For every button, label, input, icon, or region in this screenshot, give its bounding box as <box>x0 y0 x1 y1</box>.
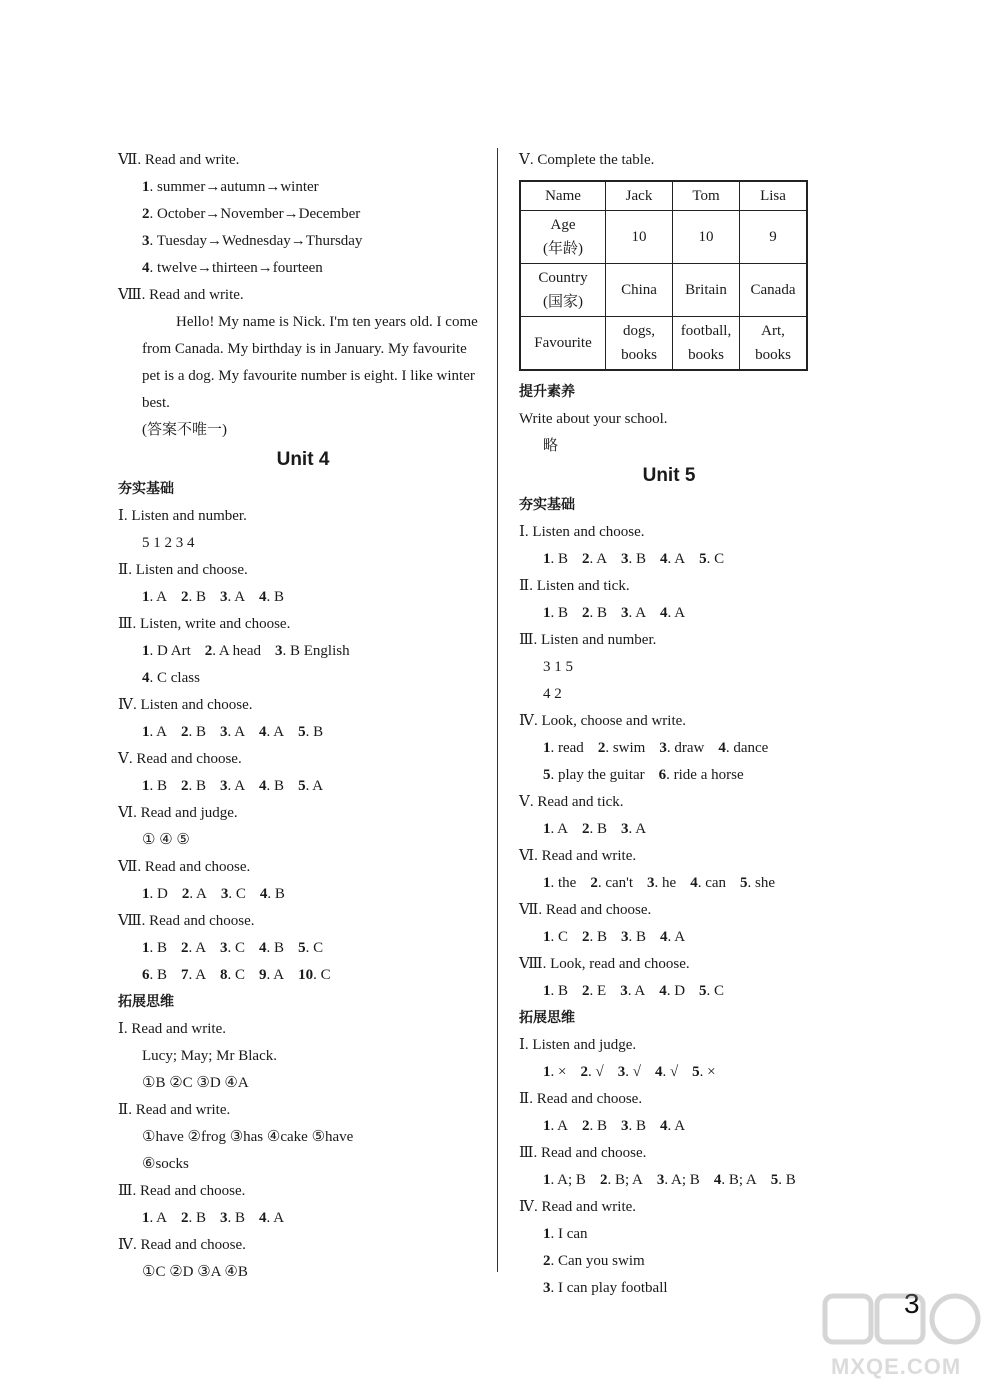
answer-line: ① ④ ⑤ <box>142 832 190 848</box>
watermark-text: MXQE.COM <box>831 1354 962 1379</box>
right-column <box>519 147 819 1302</box>
section-title: Write about your school. <box>519 411 668 427</box>
answer-number: 3 <box>220 589 228 605</box>
answer-text: . A <box>550 821 569 837</box>
answer-text: . √ <box>625 1064 641 1080</box>
answer-number: 5 <box>699 551 707 567</box>
answer-number: 1 <box>142 1210 150 1226</box>
answer-number: 5 <box>770 1172 779 1188</box>
answer-number: 1 <box>142 724 150 740</box>
answer-number: 5 <box>298 778 306 794</box>
answer-line: ①have ②frog ③has ④cake ⑤have <box>142 1129 354 1145</box>
answer-number: 4 <box>713 1172 722 1188</box>
answer-text: . B <box>778 1172 796 1188</box>
answer-row <box>519 1248 819 1275</box>
answer-row <box>118 1205 488 1232</box>
column-divider <box>497 148 498 1272</box>
section-title: Ⅲ. Read and choose. <box>118 1183 246 1199</box>
answer-row <box>519 870 819 897</box>
answer-text: . Can you swim <box>550 1253 645 1269</box>
answer-text: . × <box>699 1064 716 1080</box>
answer-number: 3 <box>220 778 228 794</box>
answer-number: 3 <box>220 940 228 956</box>
answer-text: . B <box>266 589 285 605</box>
info-table <box>519 180 808 371</box>
answer-text: . D <box>666 983 686 999</box>
table-row-label <box>520 211 606 264</box>
answer-row <box>118 638 488 665</box>
answer-text: . B <box>266 778 285 794</box>
answer-number: 2 <box>142 206 150 222</box>
answer-line: Lucy; May; Mr Black. <box>142 1048 277 1064</box>
answer-number: 2 <box>582 1118 590 1134</box>
answer-text: . A <box>667 929 686 945</box>
answer-number: 4 <box>659 983 667 999</box>
answer-text: . C <box>706 551 725 567</box>
answer-number: 3 <box>621 551 629 567</box>
answer-text: . summer→autumn→winter <box>149 179 319 195</box>
answer-text: . B; A <box>607 1172 643 1188</box>
answer-text: . B; A <box>721 1172 757 1188</box>
answer-text: . A <box>628 821 647 837</box>
answer-number: 3 <box>647 875 655 891</box>
section-title: Ⅳ. Read and choose. <box>118 1237 246 1253</box>
answer-number: 8 <box>220 967 228 983</box>
answer-text: . B <box>188 589 207 605</box>
section-title: Ⅰ. Listen and judge. <box>519 1037 637 1053</box>
answer-text: . B <box>550 551 569 567</box>
section-title: Ⅶ. Read and write. <box>118 152 240 168</box>
answer-number: 3 <box>220 886 229 902</box>
answer-text: . A <box>550 1118 569 1134</box>
answer-text: . he <box>654 875 677 891</box>
answer-text: . C class <box>149 670 200 686</box>
answer-line: ①B ②C ③D ④A <box>142 1075 249 1091</box>
answer-text: . the <box>550 875 577 891</box>
answer-number: 4 <box>142 260 150 276</box>
answer-number: 1 <box>543 875 551 891</box>
answer-text: . A <box>227 589 246 605</box>
answer-number: 5 <box>699 983 707 999</box>
answer-row <box>519 762 819 789</box>
answer-text: . B <box>589 821 608 837</box>
answer-text: . A <box>667 551 686 567</box>
answer-number: 1 <box>142 179 150 195</box>
cell-line: books <box>688 347 724 363</box>
answer-row <box>118 962 488 989</box>
answer-row <box>118 174 488 201</box>
answer-text: . B <box>188 1210 207 1226</box>
answer-text: . I can <box>550 1226 588 1242</box>
answer-number: 4 <box>259 940 267 956</box>
table-row <box>520 211 807 264</box>
answer-number: 1 <box>142 940 150 956</box>
answer-number: 4 <box>259 589 267 605</box>
answer-number: 4 <box>259 724 267 740</box>
answer-text: . B <box>188 724 207 740</box>
section-title: Ⅱ. Listen and tick. <box>519 578 630 594</box>
answer-text: . C <box>227 967 246 983</box>
answer-text: . √ <box>662 1064 679 1080</box>
part-heading: 拓展思维 <box>519 1010 575 1026</box>
cell-line: books <box>621 347 657 363</box>
answer-text: . she <box>747 875 776 891</box>
answer-text: . Tuesday→Wednesday→Thursday <box>149 233 363 249</box>
table-row <box>520 317 807 371</box>
answer-text: . B <box>149 940 168 956</box>
table-header-row <box>520 181 807 211</box>
answer-number: 2 <box>597 740 606 756</box>
answer-text: . B <box>628 1118 647 1134</box>
answer-row <box>519 546 819 573</box>
answer-row <box>118 935 488 962</box>
answer-number: 1 <box>543 929 551 945</box>
section-title: Ⅰ. Listen and choose. <box>519 524 645 540</box>
unit-title: Unit 5 <box>642 465 696 486</box>
label-line: (国家) <box>543 294 583 310</box>
answer-line: 5 1 2 3 4 <box>142 535 195 551</box>
answer-text: . swim <box>605 740 646 756</box>
section-title: Ⅳ. Read and write. <box>519 1199 637 1215</box>
table-cell: China <box>606 264 673 317</box>
answer-text: . B <box>589 605 608 621</box>
answer-row <box>519 735 819 762</box>
answer-text: . A <box>149 724 168 740</box>
table-cell: 10 <box>673 211 740 264</box>
answer-number: 3 <box>617 1064 626 1080</box>
table-header-cell: Name <box>520 181 606 211</box>
table-cell <box>606 317 673 371</box>
table-cell <box>673 317 740 371</box>
answer-number: 4 <box>690 875 698 891</box>
answer-text: . √ <box>587 1064 604 1080</box>
answer-text: . B <box>149 778 168 794</box>
cell-line: football, <box>680 323 732 339</box>
answer-number: 1 <box>543 821 551 837</box>
answer-text: . E <box>589 983 607 999</box>
answer-row <box>519 1113 819 1140</box>
answer-text: . A <box>266 724 285 740</box>
answer-number: 2 <box>181 778 189 794</box>
table-header-cell: Lisa <box>740 181 808 211</box>
section-title: Ⅲ. Listen and number. <box>519 632 657 648</box>
table-row-label <box>520 264 606 317</box>
answer-number: 1 <box>142 778 150 794</box>
answer-number: 1 <box>142 643 150 659</box>
answer-line: 4 2 <box>543 686 562 702</box>
unit-title: Unit 4 <box>276 449 330 470</box>
answer-number: 3 <box>275 643 283 659</box>
answer-number: 3 <box>142 233 150 249</box>
answer-text: . dance <box>725 740 769 756</box>
answer-text: . A <box>266 967 285 983</box>
answer-number: 3 <box>659 740 667 756</box>
answer-text: . B <box>550 983 569 999</box>
answer-number: 1 <box>543 605 551 621</box>
answer-text: . C <box>228 886 246 902</box>
answer-text: . B <box>188 778 207 794</box>
section-title: Ⅶ. Read and choose. <box>519 902 652 918</box>
table-header-cell: Tom <box>673 181 740 211</box>
answer-text: . A <box>627 983 646 999</box>
answer-number: 2 <box>599 1172 608 1188</box>
answer-number: 2 <box>582 929 590 945</box>
answer-text: . A <box>589 551 608 567</box>
answer-number: 2 <box>204 643 213 659</box>
answer-row <box>118 201 488 228</box>
answer-text: . B <box>628 551 647 567</box>
part-heading: 夯实基础 <box>519 497 575 513</box>
answer-text: . C <box>227 940 246 956</box>
answer-number: 4 <box>660 605 668 621</box>
section-title: Ⅱ. Read and choose. <box>519 1091 643 1107</box>
answer-text: . A; B <box>664 1172 700 1188</box>
section-title: Ⅶ. Read and choose. <box>118 859 251 875</box>
answer-number: 4 <box>718 740 726 756</box>
answer-text: . A; B <box>550 1172 586 1188</box>
answer-text: . A <box>227 778 246 794</box>
section-title: Ⅴ. Read and choose. <box>118 751 242 767</box>
cell-line: books <box>755 347 791 363</box>
part-heading: 拓展思维 <box>118 994 174 1010</box>
answer-text: . B <box>550 605 569 621</box>
answer-row <box>519 1275 819 1302</box>
answer-text: . A <box>149 1210 168 1226</box>
answer-line: 略 <box>543 438 559 454</box>
table-row-label <box>520 317 606 371</box>
answer-number: 3 <box>543 1280 551 1296</box>
answer-number: 2 <box>543 1253 551 1269</box>
label-line: Favourite <box>534 335 592 351</box>
part-heading: 夯实基础 <box>118 481 174 497</box>
answer-line: ⑥socks <box>142 1156 189 1172</box>
answer-row <box>519 600 819 627</box>
answer-number: 1 <box>543 551 551 567</box>
table-cell: 9 <box>740 211 808 264</box>
answer-text: . C <box>305 940 324 956</box>
passage-text: Hello! My name is Nick. I'm ten years old. I come from Canada. My birthday is in January. My favourite pet is a dog. My favourite number is eight. I like winter best. <box>142 314 478 411</box>
answer-row <box>519 978 819 1005</box>
section-title: Ⅳ. Listen and choose. <box>118 697 253 713</box>
answer-text: . D Art <box>149 643 191 659</box>
answer-number: 3 <box>621 1118 629 1134</box>
answer-number: 2 <box>181 589 189 605</box>
answer-number: 4 <box>660 1118 668 1134</box>
table-row <box>520 264 807 317</box>
section-title: Ⅲ. Listen, write and choose. <box>118 616 291 632</box>
answer-text: . B English <box>282 643 350 659</box>
answer-text: . B <box>589 929 608 945</box>
answer-number: 4 <box>142 670 150 686</box>
answer-number: 1 <box>543 1226 551 1242</box>
answer-number: 3 <box>621 821 629 837</box>
table-cell: 10 <box>606 211 673 264</box>
answer-number: 1 <box>543 1064 551 1080</box>
answer-line: 3 1 5 <box>543 659 573 675</box>
section-title: Ⅲ. Read and choose. <box>519 1145 647 1161</box>
part-heading: 提升素养 <box>519 384 575 400</box>
answer-number: 2 <box>582 551 590 567</box>
answer-note: (答案不唯一) <box>142 422 227 438</box>
page-number: 3 <box>904 1288 920 1319</box>
answer-row <box>118 584 488 611</box>
answer-number: 2 <box>582 605 590 621</box>
answer-row <box>118 881 488 908</box>
answer-number: 1 <box>543 1118 551 1134</box>
section-title: Ⅱ. Read and write. <box>118 1102 231 1118</box>
section-title: Ⅱ. Listen and choose. <box>118 562 248 578</box>
answer-row <box>519 1167 819 1194</box>
answer-row <box>519 1221 819 1248</box>
answer-text: . C <box>313 967 331 983</box>
answer-text: . A <box>667 605 686 621</box>
answer-number: 4 <box>660 929 668 945</box>
answer-text: . I can play football <box>550 1280 668 1296</box>
answer-text: . A <box>149 589 168 605</box>
answer-line: ①C ②D ③A ④B <box>142 1264 248 1280</box>
answer-text: . B <box>227 1210 246 1226</box>
answer-number: 2 <box>582 983 590 999</box>
answer-number: 9 <box>259 967 267 983</box>
answer-text: . A <box>667 1118 686 1134</box>
answer-text: . A <box>188 940 207 956</box>
section-title: Ⅰ. Read and write. <box>118 1021 226 1037</box>
section-title: Ⅷ. Read and choose. <box>118 913 255 929</box>
answer-text: . A <box>189 886 207 902</box>
answer-number: 7 <box>181 967 189 983</box>
answer-text: . C <box>706 983 725 999</box>
section-title: Ⅴ. Complete the table. <box>519 152 655 168</box>
answer-text: . read <box>550 740 584 756</box>
answer-row <box>118 773 488 800</box>
label-line: (年龄) <box>543 241 583 257</box>
answer-number: 6 <box>142 967 150 983</box>
answer-text: . can <box>697 875 727 891</box>
table-cell <box>740 317 808 371</box>
answer-text: . draw <box>666 740 705 756</box>
answer-text: . play the guitar <box>550 767 645 783</box>
answer-number: 1 <box>543 983 551 999</box>
section-title: Ⅷ. Read and write. <box>118 287 244 303</box>
answer-text: . D <box>149 886 168 902</box>
answer-row <box>118 665 488 692</box>
section-title: Ⅷ. Look, read and choose. <box>519 956 690 972</box>
answer-row <box>519 924 819 951</box>
answer-number: 2 <box>590 875 598 891</box>
answer-number: 3 <box>621 605 629 621</box>
answer-text: . A <box>227 724 246 740</box>
answer-text: . B <box>266 940 285 956</box>
section-title: Ⅰ. Listen and number. <box>118 508 247 524</box>
answer-number: 3 <box>656 1172 665 1188</box>
cell-line: dogs, <box>622 323 656 339</box>
answer-number: 2 <box>181 886 190 902</box>
answer-number: 5 <box>298 724 306 740</box>
answer-number: 5 <box>740 875 748 891</box>
answer-text: . twelve→thirteen→fourteen <box>149 260 323 276</box>
answer-number: 4 <box>259 1210 267 1226</box>
section-title: Ⅴ. Read and tick. <box>519 794 624 810</box>
answer-text: . B <box>589 1118 608 1134</box>
cell-line: Art, <box>761 323 785 339</box>
answer-text: . B <box>267 886 285 902</box>
label-line: Country <box>538 270 588 286</box>
answer-number: 10 <box>298 967 314 983</box>
answer-text: . ride a horse <box>666 767 744 783</box>
answer-text: . C <box>550 929 569 945</box>
watermark-logo <box>815 1292 995 1387</box>
table-header-cell: Jack <box>606 181 673 211</box>
answer-text: . B <box>305 724 324 740</box>
answer-text: . × <box>550 1064 567 1080</box>
answer-text: . October→November→December <box>149 206 361 222</box>
answer-number: 2 <box>582 821 590 837</box>
answer-number: 2 <box>580 1064 588 1080</box>
section-title: Ⅵ. Read and write. <box>519 848 637 864</box>
answer-number: 3 <box>220 724 228 740</box>
answer-text: . A <box>188 967 207 983</box>
answer-row <box>118 255 488 282</box>
table-cell: Canada <box>740 264 808 317</box>
answer-number: 3 <box>621 929 629 945</box>
answer-number: 2 <box>181 724 189 740</box>
answer-number: 6 <box>658 767 667 783</box>
answer-number: 5 <box>543 767 551 783</box>
answer-number: 4 <box>660 551 668 567</box>
section-title: Ⅳ. Look, choose and write. <box>519 713 687 729</box>
answer-text: . A <box>266 1210 285 1226</box>
table-cell: Britain <box>673 264 740 317</box>
section-title: Ⅵ. Read and judge. <box>118 805 238 821</box>
answer-text: . A head <box>212 643 261 659</box>
answer-number: 1 <box>543 740 551 756</box>
answer-number: 2 <box>181 1210 189 1226</box>
answer-row <box>118 719 488 746</box>
left-column <box>118 147 488 1286</box>
answer-number: 5 <box>298 940 306 956</box>
answer-row <box>519 1059 819 1086</box>
answer-text: . B <box>628 929 647 945</box>
answer-number: 5 <box>692 1064 700 1080</box>
answer-text: . A <box>628 605 647 621</box>
answer-number: 3 <box>620 983 628 999</box>
answer-row <box>118 228 488 255</box>
answer-number: 4 <box>259 778 267 794</box>
answer-number: 2 <box>181 940 189 956</box>
answer-number: 4 <box>259 886 268 902</box>
answer-number: 3 <box>220 1210 228 1226</box>
answer-number: 1 <box>142 886 150 902</box>
label-line: Age <box>550 217 576 233</box>
answer-number: 4 <box>654 1064 663 1080</box>
answer-text: . A <box>305 778 324 794</box>
answer-number: 1 <box>142 589 150 605</box>
answer-text: . can't <box>597 875 634 891</box>
answer-number: 1 <box>543 1172 551 1188</box>
answer-row <box>519 816 819 843</box>
answer-text: . B <box>149 967 168 983</box>
